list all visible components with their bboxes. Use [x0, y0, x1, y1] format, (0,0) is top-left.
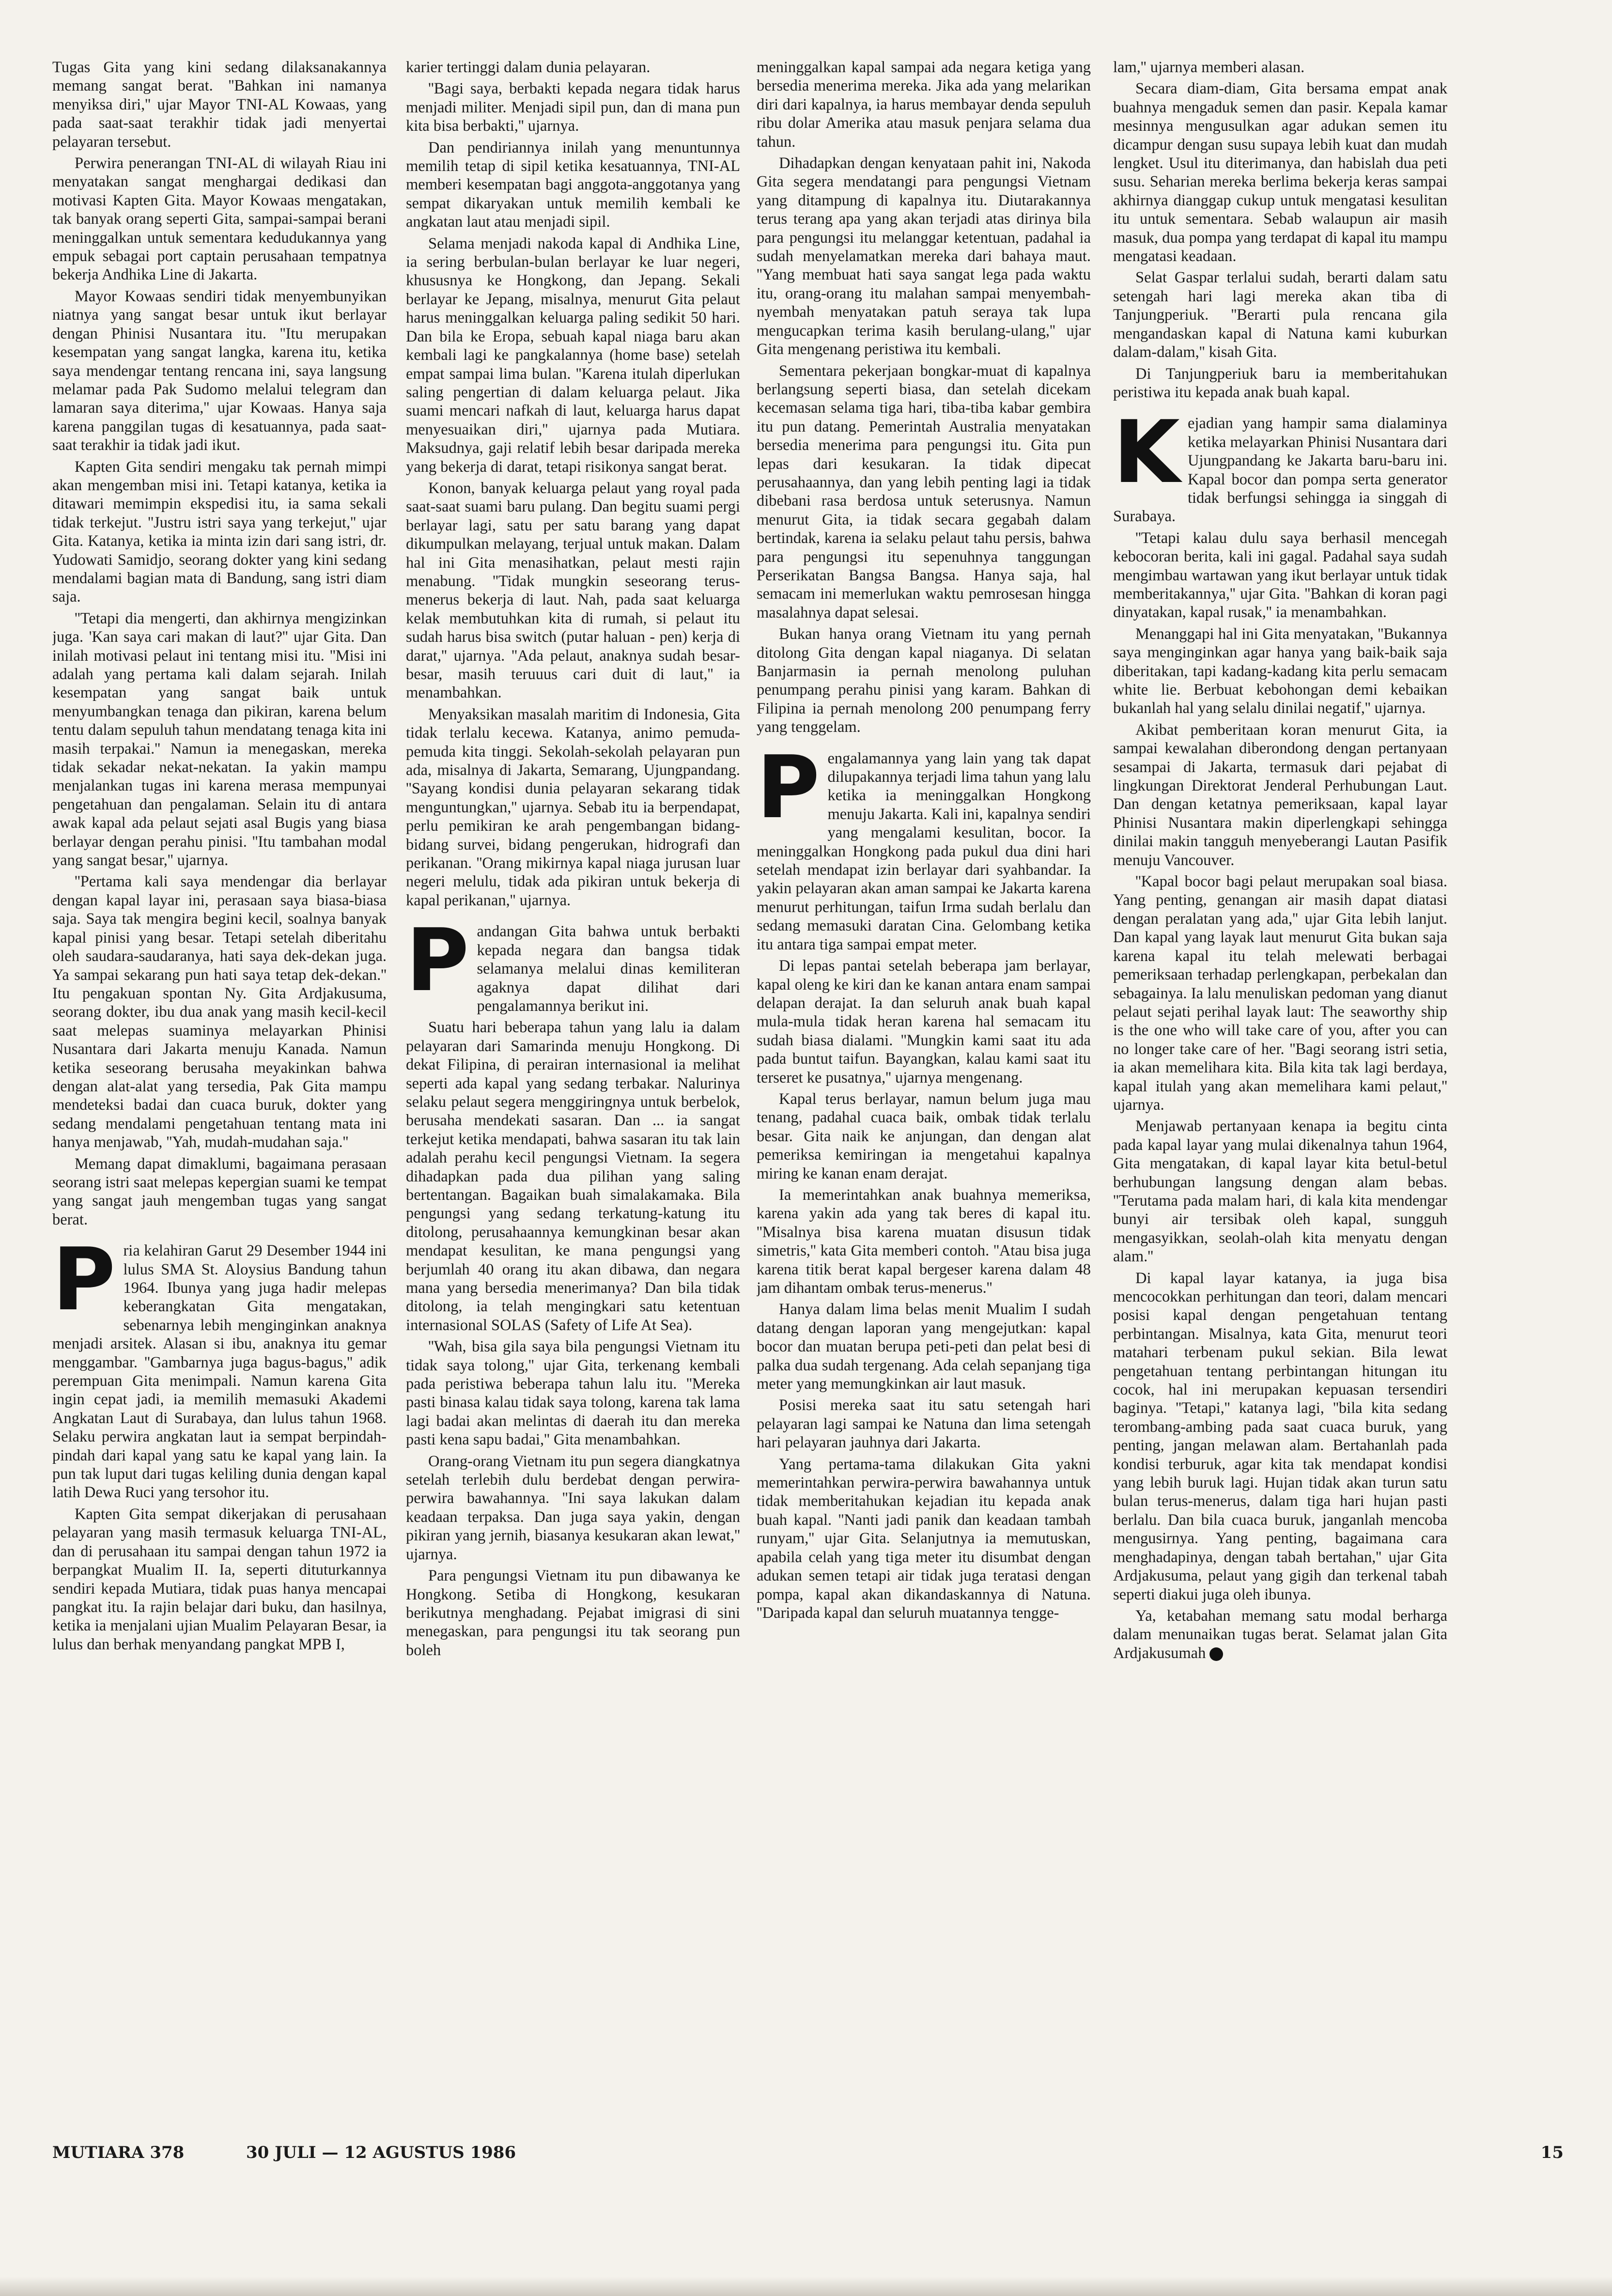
page-footer [52, 2143, 1564, 2170]
article-paragraph [1113, 872, 1447, 1114]
lead-paragraph [406, 910, 740, 1015]
paragraph-text: Orang-orang Vietnam itu pun segera diangkatnya setelah terlebih dulu berdebat dengan perwira-perwira bawahannya. ''Ini saya lakukan dalam keadaan terpaksa. Dan juga saya yakin, dengan pikiran yang jernih, biasanya kesukaran akan lewat,'' ujarnya. [406, 1452, 740, 1563]
paragraph-text: Bukan hanya orang Vietnam itu yang pernah ditolong Gita dengan kapal niaganya. Di selatan Banjarmasin ia pernah menolong puluhan penumpang perahu pinisi yang karam. Bahkan di Filipina ia pernah menolong 200 penumpang ferry yang tenggelam. [757, 625, 1091, 736]
paragraph-text: Selama menjadi nakoda kapal di Andhika Line, ia sering berbulan-bulan berlayar ke luar negeri, khususnya ke Hongkong, dan Jepang. Sekali berlayar ke Jepang, misalnya, menurut Gita pelaut harus meninggalkan keluarga paling sedikit 50 hari. Dan bila ke Eropa, sebuah kapal niaga baru akan kembali lagi ke pangkalannya (home base) setelah empat sampai lima bulan. ''Karena itulah diperlukan saling pengertian di dalam keluarga pelaut. Jika suami mencari nafkah di laut, keluarga harus dapat menyesuaikan diri,'' ujarnya pada Mutiara. Maksudnya, gaji relatif lebih besar daripada mereka yang bekerja di darat, tetapi risikonya sangat berat. [406, 234, 740, 476]
scan-edge [0, 2277, 1612, 2296]
paragraph-text: andangan Gita bahwa untuk berbakti kepada negara dan bangsa tidak selamanya melalui dinas kemiliteran agaknya dapat dilihat dari pengalamannya berikut ini. [477, 923, 740, 1015]
paragraph-text: Kapten Gita sendiri mengaku tak pernah mimpi akan mengemban misi ini. Tetapi katanya, ketika ia ditawari memimpin ekspedisi itu, ia sama sekali tidak terkejut. ''Justru istri saya yang terkejut,'' ujar Gita. Katanya, ketika ia minta izin dari sang istri, dr. Yudowati Samidjo, seorang dokter yang kini sedang mendalami bagian mata di Bandung, sang istri diam saja. [52, 458, 387, 606]
magazine-name: MUTIARA 378 [52, 2143, 185, 2162]
paragraph-text: Ya, ketabahan memang satu modal berharga dalam menunaikan tugas berat. Selamat jalan Gita Ardjakusumah [1113, 1607, 1447, 1662]
lead-paragraph [52, 1229, 387, 1502]
paragraph-text: Posisi mereka saat itu satu setengah hari pelayaran lagi sampai ke Natuna dan lima setengah hari pelayaran jauhnya dari Jakarta. [757, 1396, 1091, 1452]
article-column-2 [406, 58, 740, 2054]
article-paragraph [406, 705, 740, 910]
paragraph-text: Di lepas pantai setelah beberapa jam berlayar, kapal oleng ke kiri dan ke kanan antara enam sampai delapan derajat. Ia dan seluruh anak buah kapal mula-mula tidak heran karena hal semacam itu sudah biasa dialami. ''Mungkin kami saat itu ada pada buntut taifun. Bayangkan, kalau kami saat itu terseret ke pusatnya,'' ujarnya mengenang. [757, 957, 1091, 1086]
paragraph-text: Suatu hari beberapa tahun yang lalu ia dalam pelayaran dari Samarinda menuju Hongkong. Di dekat Filipina, di perairan internasional ia melihat seperti ada kapal yang sedang terbakar. Nalurinya selaku pelaut segera menggiringnya untuk berbelok, berusaha mendekati sasaran. Dan ... ia sangat terkejut ketika mendapati, bahwa sasaran itu tak lain adalah perahu kecil pengungsi Vietnam. Ia segera dihadapkan pada dua pilihan yang saling bertentangan. Bagaikan buah simalakamaka. Bila pengungsi yang sedang terkatung-katung itu ditolong, perusahaannya kemungkinan besar akan mendapat kesulitan, ke mana pengungsi yang berjumlah 40 orang itu akan dibawa, dan negara mana yang bersedia menerimanya? Dan bila tidak ditolong, ia telah mengingkari satu ketentuan internasional SOLAS (Safety of Life At Sea). [406, 1019, 740, 1334]
paragraph-text: lam,'' ujarnya memberi alasan. [1113, 59, 1305, 76]
article-paragraph [406, 1452, 740, 1564]
paragraph-text: ''Kapal bocor bagi pelaut merupakan soal biasa. Yang penting, genangan air masih dapat diatasi dengan peralatan yang ada,'' ujar Gita lebih lanjut. Dan kapal yang layak laut menurut Gita bukan saja karena kapal itu telah melewati berbagai pemeriksaan terhadap perlengkapan, perbekalan dan sebagainya. Ia lalu menuliskan pedoman yang dianut pelaut sejati perihal layak laut: The seaworthy ship is the one who will take care of you, after you can no longer take care of her. ''Bagi seorang istri setia, ia akan memelihara kita. Bila kita tak lagi berdaya, kapal itulah yang akan memelihara kami pelaut,'' ujarnya. [1113, 873, 1447, 1114]
paragraph-text: Dihadapkan dengan kenyataan pahit ini, Nakoda Gita segera mendatangi para pengungsi Vietnam yang ditampung di kapalnya itu. Diutarakannya terus terang apa yang akan terjadi atas dirinya bila para pengungsi itu melanggar ketentuan, padahal ia sudah menyelamatkan mereka dari bahaya maut. ''Yang membuat hati saya sangat lega pada waktu itu, orang-orang itu malahan sampai menyembah-nyembah menyatakan patuh seraya tak lupa mengucapkan terima kasih berulang-ulang,'' ujar Gita mengenang peristiwa itu kembali. [757, 155, 1091, 358]
article-paragraph [52, 58, 387, 151]
article-paragraph [757, 362, 1091, 622]
paragraph-text: ''Wah, bisa gila saya bila pengungsi Vietnam itu tidak saya tolong,'' ujar Gita, terkenang kembali pada peristiwa beberapa tahun lalu itu. ''Mereka pasti binasa kalau tidak saya tolong, karena tak lama lagi badai akan melintas di daerah itu dan mereka pasti kena sapu badai,'' Gita menambahkan. [406, 1338, 740, 1449]
lead-paragraph [1113, 402, 1447, 526]
article-paragraph [52, 872, 387, 1151]
paragraph-text: Hanya dalam lima belas menit Mualim I sudah datang dengan laporan yang mengejutkan: kapal bocor dan muatan berupa peti-peti dan pelat besi di palka dua sudah tergenang. Ada celah sepanjang tiga meter yang memungkinkan air laut masuk. [757, 1301, 1091, 1393]
drop-cap: P [406, 910, 469, 1011]
article-paragraph [1113, 1269, 1447, 1604]
paragraph-text: Kapal terus berlayar, namun belum juga mau tenang, padahal cuaca baik, ombak tidak terlalu besar. Gita naik ke anjungan, dan dengan alat pemeriksa kemiringan ia mengetahui kapalnya miring ke kanan enam derajat. [757, 1090, 1091, 1182]
article-paragraph [757, 1186, 1091, 1297]
article-paragraph [406, 1018, 740, 1334]
article-column-1 [52, 58, 387, 2054]
article-paragraph [1113, 1607, 1447, 1662]
paragraph-text: ''Pertama kali saya mendengar dia berlayar dengan kapal layar ini, perasaan saya biasa-biasa saja. Saya tak mengira begini kecil, soalnya banyak kapal pinisi yang besar. Tetapi setelah diberitahu oleh saudara-saudaranya, hati saya dek-dekan juga. Ya sampai sekarang pun hati saya tetap dek-dekan.'' Itu pengakuan spontan Ny. Gita Ardjakusuma, seorang dokter, ibu dua anak yang masih kecil-kecil saat melepas suaminya melayarkan Phinisi Nusantara dari Jakarta menuju Kanada. Namun ketika seseorang berusaha meyakinkan bahwa dengan alat-alat yang tersedia, Pak Gita mampu mendeteksi badai dan cuaca buruk, dokter yang sedang mendalami pengetahuan tentang mata ini hanya menjawab, ''Yah, mudah-mudahan saja.'' [52, 873, 387, 1151]
paragraph-text: Akibat pemberitaan koran menurut Gita, ia sampai kewalahan diberondong dengan pertanyaan sesampai di Jakarta, termasuk dari pejabat di lingkungan Direktorat Jenderal Perhubungan Laut. Dan dengan ketatnya pemeriksaan, kapal layar Phinisi Nusantara makin diperlengkapi sehingga dinilai makin tangguh menyeberangi Lautan Pasifik menuju Vancouver. [1113, 721, 1447, 869]
article-paragraph [52, 1155, 387, 1229]
article-paragraph [1113, 365, 1447, 402]
paragraph-text: Dan pendiriannya inilah yang menuntunnya memilih tetap di sipil ketika kesatuannya, TNI-AL memberi kesempatan bagi anggota-anggotanya yang sempat dikaryakan untuk memilih kembali ke angkatan laut atau menjadi sipil. [406, 139, 740, 231]
drop-cap: K [1113, 402, 1180, 503]
article-paragraph [52, 609, 387, 870]
paragraph-text: meninggalkan kapal sampai ada negara ketiga yang bersedia menerima mereka. Jika ada yang melarikan diri dari kapalnya, ia harus membayar denda sepuluh ribu dolar Amerika atau masuk penjara selama dua tahun. [757, 59, 1091, 151]
paragraph-text: Tugas Gita yang kini sedang dilaksanakannya memang sangat berat. ''Bahkan ini namanya menyiksa diri,'' ujar Mayor TNI-AL Kowaas, yang pada saat-saat terakhir tidak jadi menyertai pelayaran tersebut. [52, 59, 387, 151]
article-paragraph [406, 58, 740, 77]
paragraph-text: Perwira penerangan TNI-AL di wilayah Riau ini menyatakan sangat menghargai dedikasi dan motivasi Kapten Gita. Mayor Kowaas mengatakan, tak banyak orang seperti Gita, sampai-sampai berani meninggalkan untuk sementara kedudukannya yang empuk sebagai port captain perusahaan tempatnya bekerja Andhika Line di Jakarta. [52, 155, 387, 284]
article-paragraph [52, 154, 387, 284]
article-column-3 [757, 58, 1091, 2054]
article-paragraph [406, 234, 740, 476]
paragraph-text: ria kelahiran Garut 29 Desember 1944 ini lulus SMA St. Aloysius Bandung tahun 1964. Ibunya yang juga hadir melepas keberangkatan Gita mengatakan, sebenarnya lebih menginginkan anaknya menjadi arsitek. Alasan si ibu, anaknya itu gemar menggambar. ''Gambarnya juga bagus-bagus,'' adik perempuan Gita menimpali. Namun karena Gita ingin cepat jadi, ia memilih memasuki Akademi Angkatan Laut di Surabaya, dan lulus tahun 1968. Selaku perwira angkatan laut ia sempat berpindah-pindah dari kapal yang satu ke kapal yang lain. Ia pun tak luput dari tugas keliling dunia dengan kapal latih Dewa Ruci yang tersohor itu. [52, 1242, 387, 1502]
article-paragraph [1113, 1117, 1447, 1266]
article-paragraph [757, 58, 1091, 151]
article-paragraph [406, 1567, 740, 1660]
article-paragraph [757, 1455, 1091, 1623]
paragraph-text: ''Tetapi dia mengerti, dan akhirnya mengizinkan juga. 'Kan saya cari makan di laut?'' ujar Gita. Dan inilah motivasi pelaut ini tentang misi itu. ''Misi ini adalah yang pertama kali dalam sejarah. Inilah kesempatan yang sangat baik untuk menyumbangkan tenaga dan pikiran, karena belum tentu dalam sepuluh tahun mendatang tenaga kita ini masih terpakai.'' Namun ia menegaskan, mereka tidak sekadar nekat-nekatan. Ia yakin mampu menjalankan tugas ini karena merasa mempunyai pengetahuan dan pengalaman. Selain itu di antara awak kapal ada pelaut sejati asal Bugis yang biasa berlayar dengan perahu pinisi. ''Itu tambahan modal yang sangat besar,'' ujarnya. [52, 609, 387, 869]
article-paragraph [406, 1337, 740, 1449]
paragraph-text: Mayor Kowaas sendiri tidak menyembunyikan niatnya yang sangat besar untuk ikut berlayar dengan Phinisi Nusantara itu. ''Itu merupakan kesempatan yang sangat langka, karena itu, ketika saya mendengar tentang rencana ini, saya langsung melamar pada Pak Sudomo melalui telegram dan lamaran saya diterima,'' ujar Kowaas. Hanya saja karena panggilan tugas di kesatuannya, pada saat-saat terakhir ia tidak jadi ikut. [52, 287, 387, 454]
drop-cap: P [757, 737, 820, 838]
article-paragraph [757, 625, 1091, 736]
paragraph-text: Menanggapi hal ini Gita menyatakan, ''Bukannya saya menginginkan agar hanya yang baik-baik saja diberitakan, tapi kadang-kadang kita perlu semacam white lie. Berbuat kebohongan demi kebaikan bukanlah hal yang selalu dinilai negatif,'' ujarnya. [1113, 625, 1447, 717]
paragraph-text: ejadian yang hampir sama dialaminya ketika melayarkan Phinisi Nusantara dari Ujungpandang ke Jakarta baru-baru ini. Kapal bocor dan pompa serta generator tidak berfungsi sehingga ia singgah di Surabaya. [1113, 415, 1447, 526]
paragraph-text: ''Bagi saya, berbakti kepada negara tidak harus menjadi militer. Menjadi sipil pun, dan di mana pun kita bisa berbakti,'' ujarnya. [406, 80, 740, 135]
article-paragraph [1113, 529, 1447, 622]
paragraph-text: Ia memerintahkan anak buahnya memeriksa, karena yakin ada yang tak beres di kapal itu. ''Misalnya bisa karena muatan disusun tidak simetris,'' kata Gita memberi contoh. ''Atau bisa juga karena titik berat kapal bergeser karena dalam 48 jam dihantam ombak terus-menerus.'' [757, 1186, 1091, 1297]
article-paragraph [1113, 79, 1447, 265]
article-paragraph [757, 1396, 1091, 1452]
end-mark-icon [1209, 1647, 1223, 1661]
paragraph-text: Konon, banyak keluarga pelaut yang royal pada saat-saat suami baru pulang. Dan begitu suami pergi berlayar lagi, satu per satu barang yang dapat dikumpulkan melayang, terjual untuk makan. Dalam hal ini Gita menasihatkan, pelaut mesti rajin menabung. ''Tidak mungkin seseorang terus-menerus bekerja di laut. Nah, pada saat keluarga kelak membutuhkan kita di rumah, si pelaut itu sudah harus bisa switch (putar haluan - pen) kerja di darat,'' ujarnya. ''Ada pelaut, anaknya sudah besar-besar, masih teruuus cari duit di laut,'' ia menambahkan. [406, 479, 740, 702]
paragraph-text: Di kapal layar katanya, ia juga bisa mencocokkan perhitungan dan teori, dalam mencari posisi kapal dengan pengetahuan tentang perbintangan. Misalnya, kata Gita, menurut teori matahari terbenam pukul sekian. Bila lewat pengetahuan tentang perbintangan hitungan itu cocok, hal ini merupakan kepuasan tersendiri baginya. ''Tetapi,'' katanya lagi, ''bila kita sedang terombang-ambing pada saat cuaca buruk, yang penting, jangan melawan alam. Bertahanlah pada kondisi terburuk, agar kita tak mendapat kondisi yang lebih buruk lagi. Hujan tidak akan turun satu bulan terus-menerus, dalam tiga hari hujan pasti berlalu. Dan bila cuaca buruk, janganlah mencoba mengusirnya. Yang penting, bagaimana cara menghadapinya, dengan tabah bertahan,'' ujar Gita Ardjakusuma, pelaut yang gigih dan terkenal tabah seperti diakui juga oleh ibunya. [1113, 1269, 1447, 1603]
article-paragraph [757, 957, 1091, 1087]
paragraph-text: ''Tetapi kalau dulu saya berhasil mencegah kebocoran berita, kali ini gagal. Padahal saya sudah mengimbau wartawan yang ikut berlayar untuk tidak memberitakannya,'' ujar Gita. ''Bahkan di koran pagi dinyatakan, kapal rusak,'' ia menambahkan. [1113, 529, 1447, 621]
article-paragraph [757, 1300, 1091, 1393]
paragraph-text: Yang pertama-tama dilakukan Gita yakni memerintahkan perwira-perwira bawahannya untuk tidak memberitahukan kejadian itu kepada anak buah kapal. ''Nanti jadi panik dan keadaan tambah runyam,'' ujar Gita. Selanjutnya ia memutuskan, apabila celah yang tiga meter itu disumbat dengan adukan semen tetapi air tidak juga teratasi dengan pompa, kapal akan dikandaskannya di Natuna. ''Daripada kapal dan seluruh muatannya tengge- [757, 1455, 1091, 1622]
paragraph-text: Para pengungsi Vietnam itu pun dibawanya ke Hongkong. Setiba di Hongkong, kesukaran berikutnya menghadang. Pejabat imigrasi di sini menegaskan, para pengungsi itu tak seorang pun boleh [406, 1567, 740, 1659]
article-paragraph [1113, 268, 1447, 361]
page-number: 15 [1540, 2143, 1564, 2162]
lead-paragraph [757, 737, 1091, 954]
paragraph-text: Menyaksikan masalah maritim di Indonesia, Gita tidak terlalu kecewa. Katanya, animo pemuda-pemuda kita tinggi. Sekolah-sekolah pelayaran pun ada, misalnya di Jakarta, Semarang, Ujungpandang. ''Sayang kondisi dunia pelayaran sekarang tidak menguntungkan,'' ujarnya. Sebab itu ia berpendapat, perlu pemikiran ke arah pengembangan bidang-bidang survei, bidang pengerukan, hidrografi dan perikanan. ''Orang mikirnya kapal niaga jurusan luar negeri melulu, tidak ada pikiran untuk bekerja di kapal perikanan,'' ujarnya. [406, 705, 740, 909]
article-paragraph [1113, 625, 1447, 718]
issue-date: 30 JULI — 12 AGUSTUS 1986 [246, 2143, 516, 2162]
paragraph-text: karier tertinggi dalam dunia pelayaran. [406, 59, 651, 76]
article-column-4 [1113, 58, 1447, 2054]
paragraph-text: Kapten Gita sempat dikerjakan di perusahaan pelayaran yang masih termasuk keluarga TNI-AL, dan di perusahaan itu sampai dengan tahun 1972 ia berpangkat Mualim II. Ia, seperti dituturkannya sendiri kepada Mutiara, tidak puas hanya mencapai pangkat itu. Ia rajin belajar dari buku, dan hasilnya, ketika ia menjalani ujian Mualim Pelayaran Besar, ia lulus dan berhak menyandang pangkat MPB I, [52, 1505, 387, 1653]
article-paragraph [406, 79, 740, 135]
paragraph-text: Selat Gaspar terlalui sudah, berarti dalam satu setengah hari lagi mereka akan tiba di Tanjungperiuk. ''Berarti pula rencana gila mengandaskan kapal di Natuna kami kuburkan dalam-dalam,'' kisah Gita. [1113, 269, 1447, 361]
article-paragraph [52, 287, 387, 455]
article-paragraph [406, 479, 740, 702]
paragraph-text: Secara diam-diam, Gita bersama empat anak buahnya mengaduk semen dan pasir. Kepala kamar mesinnya mengusulkan agar adukan semen itu dicampur dengan susu supaya lebih kuat dan mudah lengket. Usul itu diterimanya, dan habislah dua peti susu. Seharian mereka berlima bekerja keras sampai akhirnya dianggap cukup untuk mengatasi kesulitan itu untuk sementara. Sebab walaupun air masih masuk, dua pompa yang terdapat di kapal itu mampu mengatasi keadaan. [1113, 80, 1447, 265]
article-paragraph [52, 1505, 387, 1654]
article-paragraph [52, 458, 387, 606]
article-paragraph [757, 154, 1091, 358]
article-paragraph [1113, 58, 1447, 77]
article-paragraph [1113, 721, 1447, 869]
paragraph-text: Di Tanjungperiuk baru ia memberitahukan peristiwa itu kepada anak buah kapal. [1113, 365, 1447, 401]
paragraph-text: Sementara pekerjaan bongkar-muat di kapalnya berlangsung seperti biasa, dan setelah dicekam kecemasan selama tiga hari, tiba-tiba kabar gembira itu pun datang. Pemerintah Australia menyatakan bersedia menerima para pengungsi itu. Gita pun lepas dari kesukaran. Ia tidak dipecat perusahaannya, dan yang lebih penting lagi ia tidak dibebani rasa berdosa untuk seterusnya. Namun menurut Gita, ia tidak secara gegabah dalam bertindak, karena ia selaku pelaut tahu persis, bahwa para pengungsi itu sepenuhnya tanggungan Perserikatan Bangsa Bangsa. Hanya saja, hal semacam ini memerlukan waktu pemrosesan hingga masalahnya dapat selesai. [757, 362, 1091, 621]
paragraph-text: engalamannya yang lain yang tak dapat dilupakannya terjadi lima tahun yang lalu ketika ia meninggalkan Hongkong menuju Jakarta. Kali ini, kapalnya sendiri yang mengalami kesulitan, bocor. Ia meninggalkan Hongkong pada pukul dua dini hari setelah mendapat izin berlayar dari syahbandar. Ia yakin pelayaran akan aman sampai ke Jakarta karena menurut perhitungan, taifun Irma sudah berlalu dan sedang memasuki daratan Cina. Gelombang ketika itu antara tiga sampai empat meter. [757, 749, 1091, 953]
drop-cap: P [52, 1229, 116, 1330]
paragraph-text: Menjawab pertanyaan kenapa ia begitu cinta pada kapal layar yang mulai dikenalnya tahun 1964, Gita mengatakan, di kapal layar kita betul-betul berhubungan langsung dengan alam bebas. ''Terutama pada malam hari, di kala kita mendengar bunyi air tersibak oleh kapal, sungguh mengasyikkan, seolah-olah kita menyatu dengan alam.'' [1113, 1117, 1447, 1266]
article-paragraph [406, 139, 740, 232]
article-paragraph [757, 1090, 1091, 1183]
paragraph-text: Memang dapat dimaklumi, bagaimana perasaan seorang istri saat melepas kepergian suami ke tempat yang sangat jauh mengemban tugas yang sangat berat. [52, 1155, 387, 1228]
